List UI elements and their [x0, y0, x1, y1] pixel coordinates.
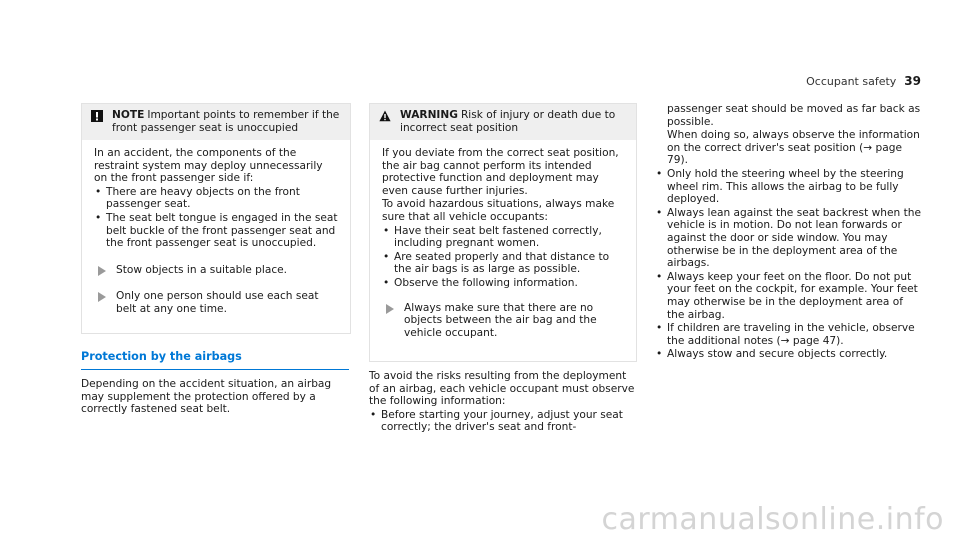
- section-title: Occupant safety: [806, 75, 897, 88]
- warning-header: [370, 104, 636, 140]
- list-item: • There are heavy objects on the front passenger seat.: [94, 186, 338, 211]
- note-list: [94, 186, 338, 250]
- warning-heading: Risk of injury or death due to incorrect seat position: [400, 109, 616, 134]
- list-item: • If children are traveling in the vehicle, observe the additional notes (→ page 47).: [655, 322, 923, 347]
- warning-label: WARNING: [400, 109, 458, 121]
- list-item: • Only hold the steering wheel by the steering wheel rim. This allows the airbag to be fully deployed.: [655, 168, 923, 206]
- warning-intro: To avoid hazardous situations, always make sure that all vehicle occupants:: [382, 198, 615, 223]
- note-action: [94, 290, 338, 315]
- play-arrow-icon: [98, 292, 106, 302]
- list-item: • Always lean against the seat backrest when the vehicle is in motion. Do not lean forwards or against the door or side window. You may otherwise be in the deployment area of the airbags.: [655, 207, 923, 270]
- paragraph: Depending on the accident situation, an airbag may supplement the protection offered by a correctly fastened seat belt.: [81, 378, 332, 416]
- page-number: 39: [904, 74, 921, 88]
- note-heading: Important points to remember if the front passenger seat is unoccupied: [112, 109, 340, 134]
- list-item: • Are seated properly and that distance to the air bags is as large as possible.: [382, 251, 624, 276]
- list-item: • Always keep your feet on the floor. Do not put your feet on the cockpit, for example. Your feet may otherwise be in the deployment area of the airbag.: [655, 271, 923, 321]
- section-heading: Protection by the airbags: [81, 351, 349, 370]
- note-intro: In an accident, the components of the restraint system may deploy unnecessarily on the front passenger side if:: [94, 147, 323, 185]
- list-item: • Always stow and secure objects correctly.: [655, 348, 923, 361]
- paragraph: When doing so, always observe the information on the correct driver's seat position (→ page 79).: [667, 129, 920, 167]
- note-action: [94, 264, 338, 277]
- warning-triangle-icon: [379, 110, 391, 122]
- action-text: Always make sure that there are no objects between the air bag and the vehicle occupant.: [404, 301, 597, 339]
- paragraph: To avoid the risks resulting from the deployment of an airbag, each vehicle occupant must observe the following information:: [369, 370, 635, 408]
- action-text: Stow objects in a suitable place.: [116, 263, 288, 276]
- bullet-list: [369, 409, 635, 434]
- list-item: • The seat belt tongue is engaged in the seat belt buckle of the front passenger seat and the front passenger seat is unoccupied.: [94, 212, 338, 250]
- watermark: carmanualsonline.info: [601, 502, 944, 537]
- list-item: • Before starting your journey, adjust your seat correctly; the driver's seat and front-: [369, 409, 635, 434]
- warning-intro: If you deviate from the correct seat position, the air bag cannot perform its intended protective function and deployment may even cause further injuries.: [382, 147, 619, 197]
- warning-box: [369, 103, 637, 362]
- note-label: NOTE: [112, 109, 145, 121]
- bullet-list: [655, 168, 923, 361]
- action-text: Only one person should use each seat belt at any one time.: [116, 290, 319, 315]
- exclamation-icon: [91, 110, 103, 122]
- warning-list: [382, 225, 624, 290]
- list-item: • Have their seat belt fastened correctly, including pregnant women.: [382, 225, 624, 250]
- play-arrow-icon: [98, 266, 106, 276]
- column-2-text: [369, 370, 635, 435]
- note-header: [82, 104, 350, 140]
- column-3-text: [655, 103, 923, 362]
- paragraph: passenger seat should be moved as far back as possible.: [667, 103, 921, 128]
- warning-action: [382, 302, 624, 340]
- play-arrow-icon: [386, 304, 394, 314]
- running-header: [775, 75, 921, 89]
- note-body: [82, 140, 350, 322]
- note-box: [81, 103, 351, 334]
- list-item: • Observe the following information.: [382, 277, 624, 290]
- warning-body: [370, 140, 636, 345]
- section-body: [81, 378, 349, 417]
